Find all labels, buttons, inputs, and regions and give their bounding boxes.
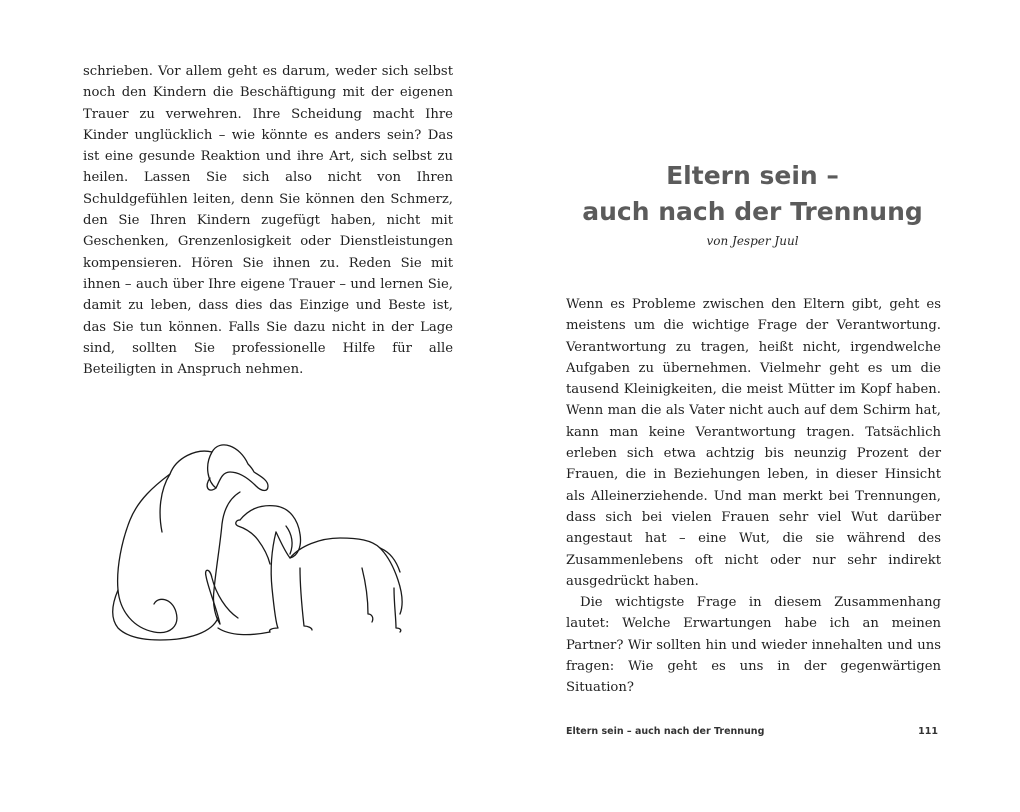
chapter-title-line-1: Eltern sein – [666, 161, 839, 190]
running-head: Eltern sein – auch nach der Trennung [566, 726, 765, 737]
chapter-title [550, 158, 955, 230]
continued-paragraph: schrieben. Vor allem geht es darum, weder sich selbst noch den Kindern die Beschäftigung mit der eigenen Trauer zu verwehren. Ihre Scheidung macht Ihre Kinder unglücklich – wie könnte es anders sein? Das ist eine gesunde Reaktion und ihre Art, sich selbst zu heilen. Lassen Sie sich also nicht von Ihren Schuldgefühlen leiten, denn Sie können den Schmerz, den Sie Ihren Kindern zugefügt haben, nicht mit Geschenken, Grenzenlosigkeit oder Dienstleistungen kompensieren. Hören Sie ihnen zu. Reden Sie mit ihnen – auch über Ihre eigene Trauer – und lernen Sie, damit zu leben, dass dies das Einzige und Beste ist, das Sie tun können. Falls Sie dazu nicht in der Lage sind, sollten Sie professionelle Hilfe für alle Beteiligten in Anspruch nehmen. [83, 64, 453, 378]
paragraph-2: Die wichtigste Frage in diesem Zusammenhang lautet: Welche Erwartungen habe ich an meinen Partner? Wir sollten hin und wieder innehalten und uns fragen: Wie geht es uns in der gegenwärtigen Situation? [566, 595, 941, 696]
right-page [510, 0, 1020, 812]
paragraph-1: Wenn es Probleme zwischen den Eltern gibt, geht es meistens um die wichtige Frage der Verantwortung. Verantwortung zu tragen, heißt nicht, irgendwelche Aufgaben zu übernehmen. Vielmehr geht es um die tausend Kleinigkeiten, die meist Mütter im Kopf haben. Wenn man die als Vater nicht auch auf dem Schirm hat, kann man keine Verantwortung tragen. Tatsächlich erleben sich etwa achtzig bis neunzig Prozent der Frauen, die in Beziehungen leben, in dieser Hinsicht als Alleinerziehende. Und man merkt bei Trennungen, dass sich bei vielen Frauen sehr viel Wut darüber angestaut hat – eine Wut, die sie während des Zusammenlebens oft nicht oder nur sehr indirekt ausgedrückt haben. [566, 297, 941, 589]
chapter-title-line-2: auch nach der Trennung [582, 197, 923, 226]
left-page-text [83, 61, 453, 380]
page-number: 111 [918, 726, 938, 737]
line-drawing-two-dogs-icon [100, 428, 420, 658]
author-byline: von Jesper Juul [706, 234, 799, 248]
right-page-text [566, 294, 941, 699]
